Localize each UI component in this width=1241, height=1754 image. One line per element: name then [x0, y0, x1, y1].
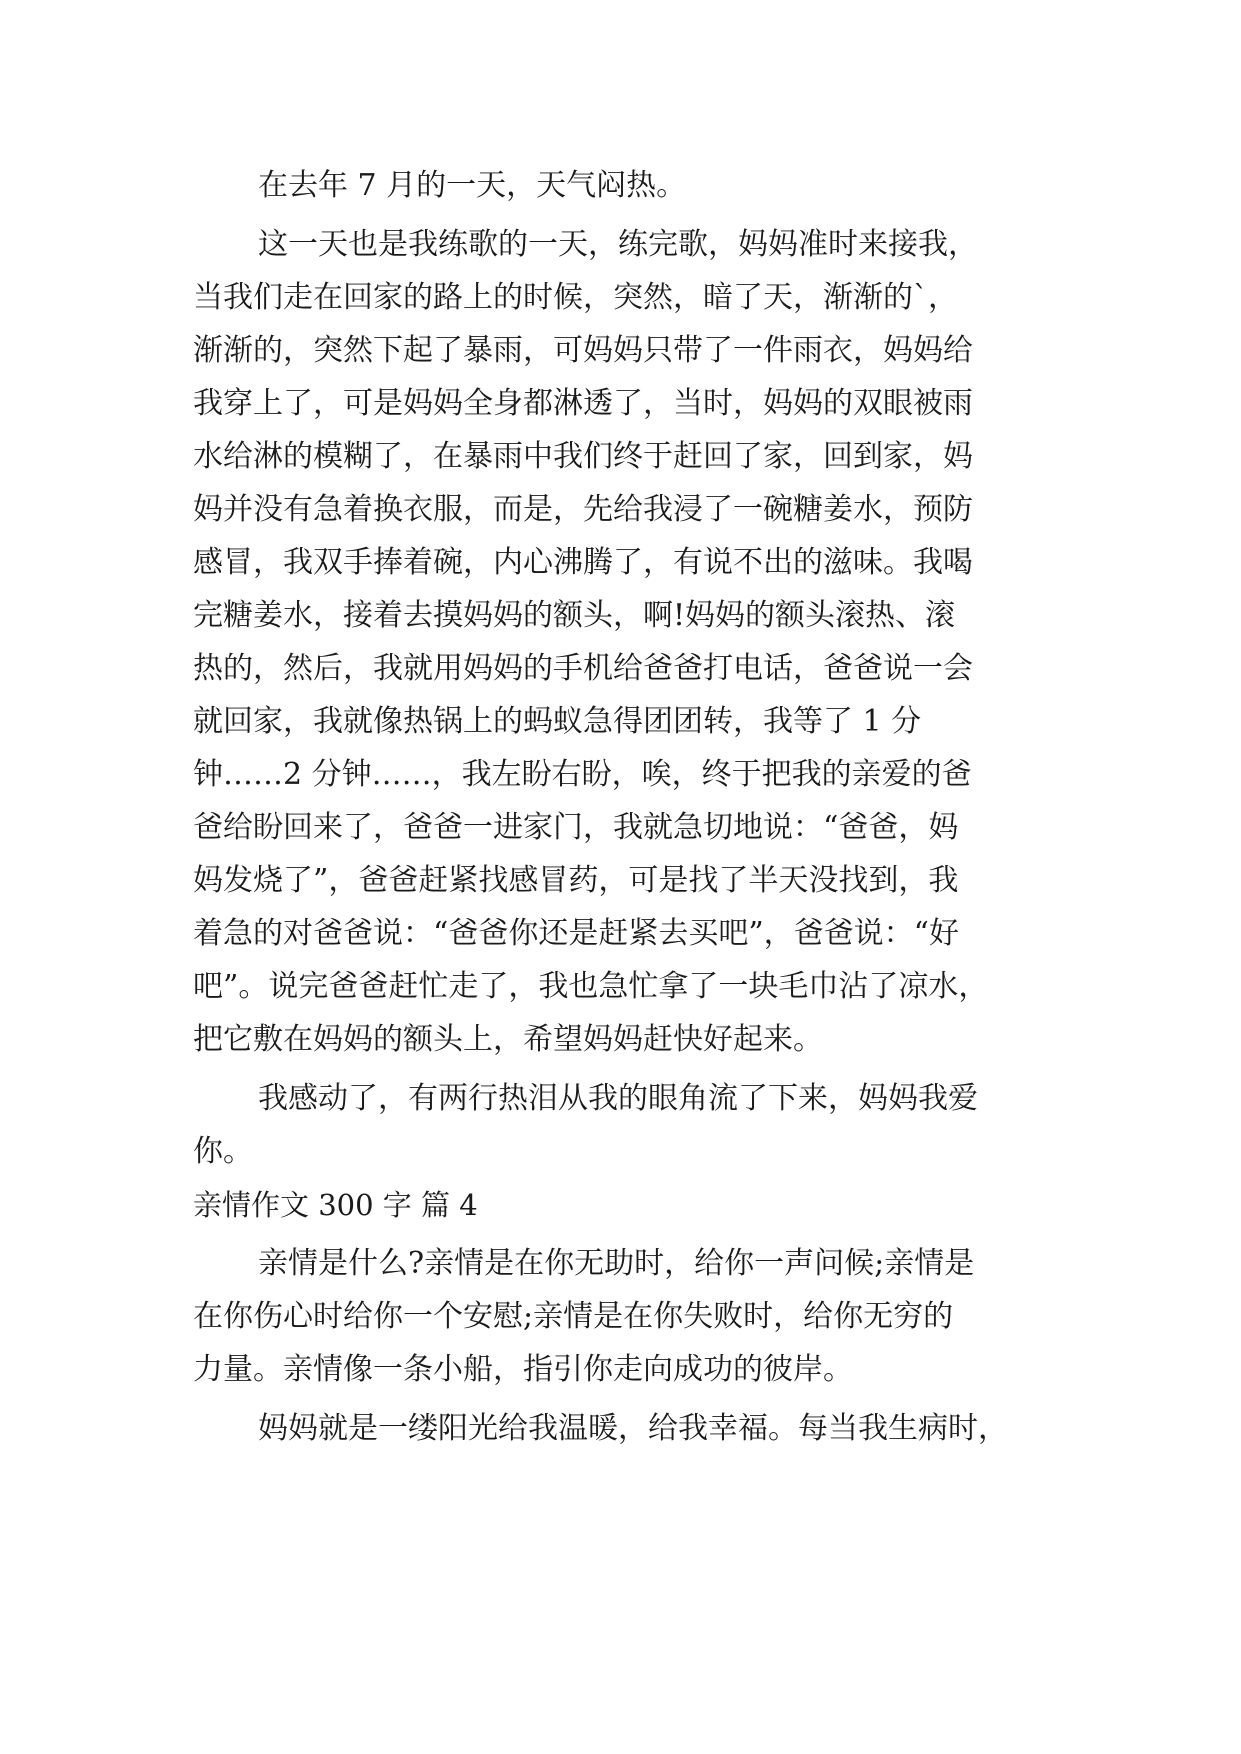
paragraph-text: 爸给盼回来了，爸爸一进家门，我就急切地说：“爸爸，妈: [193, 810, 959, 845]
text-line: [0, 802, 1241, 854]
text-line: [0, 1291, 1241, 1343]
text-line: [0, 643, 1241, 695]
paragraph-text: 把它敷在妈妈的额头上，希望妈妈赶快好起来。: [193, 1022, 823, 1057]
text-line: [0, 537, 1241, 589]
text-line: [0, 1126, 1241, 1178]
paragraph-text: 钟……2 分钟……，我左盼右盼，唉，终于把我的亲爱的爸: [193, 757, 972, 792]
text-line: [0, 1014, 1241, 1066]
paragraph-text: 我穿上了，可是妈妈全身都淋透了，当时，妈妈的双眼被雨: [193, 386, 973, 421]
text-line: [0, 1238, 1241, 1290]
text-line: [0, 961, 1241, 1013]
paragraph-text: 着急的对爸爸说：“爸爸你还是赶紧去买吧”，爸爸说：“好: [193, 916, 960, 951]
text-line: [0, 219, 1241, 271]
paragraph-text: 完糖姜水，接着去摸妈妈的额头，啊!妈妈的额头滚热、滚: [193, 598, 956, 633]
text-line: [0, 484, 1241, 536]
text-line: [0, 1073, 1241, 1125]
paragraph-text: 在去年 7 月的一天，天气闷热。: [258, 168, 687, 203]
section-heading-line: [0, 1179, 1241, 1231]
paragraph-text: 当我们走在回家的路上的时候，突然，暗了天，渐渐的`，: [193, 280, 958, 315]
paragraph-text: 热的，然后，我就用妈妈的手机给爸爸打电话，爸爸说一会: [193, 651, 973, 686]
paragraph-text: 感冒，我双手捧着碗，内心沸腾了，有说不出的滋味。我喝: [193, 545, 973, 580]
text-line: [0, 855, 1241, 907]
text-line: [0, 1344, 1241, 1396]
paragraph-text: 力量。亲情像一条小船，指引你走向成功的彼岸。: [193, 1352, 853, 1387]
paragraph-text: 吧”。说完爸爸赶忙走了，我也急忙拿了一块毛巾沾了凉水，: [193, 969, 989, 1004]
text-line: [0, 749, 1241, 801]
paragraph-text: 妈妈就是一缕阳光给我温暖，给我幸福。每当我生病时，: [258, 1411, 1008, 1446]
section-heading: 亲情作文 300 字 篇 4: [193, 1188, 478, 1222]
paragraph-text: 水给淋的模糊了，在暴雨中我们终于赶回了家，回到家，妈: [193, 439, 973, 474]
text-line: [0, 272, 1241, 324]
text-line: [0, 1403, 1241, 1455]
text-line: [0, 378, 1241, 430]
paragraph-text: 妈并没有急着换衣服，而是，先给我浸了一碗糖姜水，预防: [193, 492, 973, 527]
paragraph-text: 在你伤心时给你一个安慰;亲情是在你失败时，给你无穷的: [193, 1299, 954, 1334]
paragraph-text: 妈发烧了”，爸爸赶紧找感冒药，可是找了半天没找到，我: [193, 863, 959, 898]
paragraph-text: 就回家，我就像热锅上的蚂蚁急得团团转，我等了 1 分: [193, 704, 922, 739]
text-line: [0, 431, 1241, 483]
text-line: [0, 160, 1241, 212]
text-line: [0, 696, 1241, 748]
paragraph-text: 亲情是什么?亲情是在你无助时，给你一声问候;亲情是: [258, 1246, 975, 1281]
paragraph-text: 我感动了，有两行热泪从我的眼角流了下来，妈妈我爱: [258, 1081, 978, 1116]
text-line: [0, 908, 1241, 960]
text-line: [0, 325, 1241, 377]
text-line: [0, 590, 1241, 642]
paragraph-text: 这一天也是我练歌的一天，练完歌，妈妈准时来接我，: [258, 227, 978, 262]
paragraph-text: 渐渐的，突然下起了暴雨，可妈妈只带了一件雨衣，妈妈给: [193, 333, 973, 368]
paragraph-text: 你。: [193, 1134, 253, 1169]
